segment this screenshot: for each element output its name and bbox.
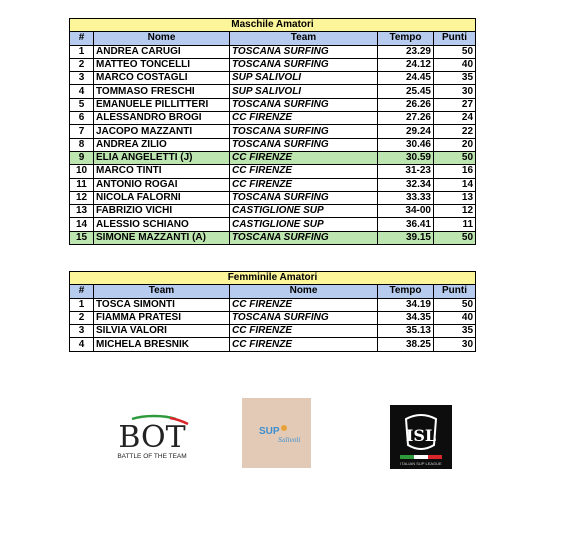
team-name-cell: TOSCANA SURFING [230, 191, 378, 204]
points-cell: 50 [434, 231, 476, 244]
isl-logo-mark: ISL [405, 426, 437, 445]
rank-cell: 4 [70, 85, 94, 98]
points-cell: 50 [434, 45, 476, 58]
rank-cell: 7 [70, 125, 94, 138]
rank-cell: 3 [70, 325, 94, 338]
points-cell: 40 [434, 58, 476, 71]
points-cell: 40 [434, 311, 476, 324]
time-cell: 32.34 [378, 178, 434, 191]
table-row [70, 72, 476, 85]
time-cell: 34-00 [378, 205, 434, 218]
team-name-cell: TOSCANA SURFING [230, 98, 378, 111]
bot-logo-tagline: BATTLE OF THE TEAM [117, 453, 187, 460]
points-cell: 30 [434, 338, 476, 351]
points-cell: 50 [434, 298, 476, 311]
points-cell: 30 [434, 85, 476, 98]
team-name-cell: SUP SALIVOLI [230, 85, 378, 98]
isl-logo [390, 405, 452, 469]
table-row [70, 178, 476, 191]
table-row [70, 311, 476, 324]
table-row [70, 205, 476, 218]
rank-cell: 9 [70, 151, 94, 164]
points-cell: 12 [434, 205, 476, 218]
column-header: Tempo [378, 32, 434, 45]
team-name-cell: CC FIRENZE [230, 112, 378, 125]
team-name-cell: TOSCANA SURFING [230, 311, 378, 324]
table-row [70, 165, 476, 178]
team-name-cell: CC FIRENZE [230, 178, 378, 191]
time-cell: 25.45 [378, 85, 434, 98]
time-cell: 24.45 [378, 72, 434, 85]
athlete-name-cell: ANTONIO ROGAI [94, 178, 230, 191]
team-name-cell: SUP SALIVOLI [230, 72, 378, 85]
table-header-row [70, 32, 476, 45]
points-cell: 50 [434, 151, 476, 164]
team-name-cell: TOSCANA SURFING [230, 125, 378, 138]
points-cell: 14 [434, 178, 476, 191]
points-cell: 22 [434, 125, 476, 138]
rank-cell: 8 [70, 138, 94, 151]
points-cell: 13 [434, 191, 476, 204]
rank-cell: 1 [70, 45, 94, 58]
table-row [70, 98, 476, 111]
athlete-name-cell: MARCO TINTI [94, 165, 230, 178]
rank-cell: 1 [70, 298, 94, 311]
sup-logo-mark: SUP [259, 426, 280, 437]
time-cell: 24.12 [378, 58, 434, 71]
table-row [70, 138, 476, 151]
time-cell: 30.59 [378, 151, 434, 164]
table-row [70, 298, 476, 311]
sup-salivoli-logo [242, 398, 311, 468]
rank-cell: 10 [70, 165, 94, 178]
time-cell: 39.15 [378, 231, 434, 244]
rank-cell: 13 [70, 205, 94, 218]
time-cell: 30.46 [378, 138, 434, 151]
sup-logo-script: Salivoli [278, 437, 301, 444]
time-cell: 31-23 [378, 165, 434, 178]
rank-cell: 5 [70, 98, 94, 111]
time-cell: 29.24 [378, 125, 434, 138]
time-cell: 23.29 [378, 45, 434, 58]
table-title: Femminile Amatori [70, 272, 476, 285]
column-header: Nome [230, 285, 378, 298]
team-name-cell: TOSCANA SURFING [230, 45, 378, 58]
column-header: Team [94, 285, 230, 298]
athlete-name-cell: NICOLA FALORNI [94, 191, 230, 204]
points-cell: 20 [434, 138, 476, 151]
team-name-cell: TOSCANA SURFING [230, 231, 378, 244]
maschile-amatori-table [69, 18, 476, 245]
athlete-name-cell: JACOPO MAZZANTI [94, 125, 230, 138]
bot-logo [104, 414, 200, 462]
table-header-row [70, 285, 476, 298]
points-cell: 16 [434, 165, 476, 178]
time-cell: 26.26 [378, 98, 434, 111]
athlete-name-cell: ELIA ANGELETTI (J) [94, 151, 230, 164]
athlete-name-cell: MARCO COSTAGLI [94, 72, 230, 85]
time-cell: 35.13 [378, 325, 434, 338]
rank-cell: 12 [70, 191, 94, 204]
time-cell: 38.25 [378, 338, 434, 351]
athlete-name-cell: ANDREA CARUGI [94, 45, 230, 58]
athlete-name-cell: TOMMASO FRESCHI [94, 85, 230, 98]
team-name-cell: TOSCANA SURFING [230, 138, 378, 151]
athlete-name-cell: FIAMMA PRATESI [94, 311, 230, 324]
table-row [70, 218, 476, 231]
points-cell: 27 [434, 98, 476, 111]
column-header: Team [230, 32, 378, 45]
points-cell: 35 [434, 325, 476, 338]
athlete-name-cell: EMANUELE PILLITTERI [94, 98, 230, 111]
isl-logo-tagline: ITALIAN SUP LEAGUE [400, 461, 442, 466]
table-row [70, 85, 476, 98]
team-name-cell: TOSCANA SURFING [230, 58, 378, 71]
team-name-cell: CC FIRENZE [230, 298, 378, 311]
athlete-name-cell: MATTEO TONCELLI [94, 58, 230, 71]
rank-cell: 4 [70, 338, 94, 351]
points-cell: 24 [434, 112, 476, 125]
time-cell: 34.35 [378, 311, 434, 324]
rank-cell: 2 [70, 311, 94, 324]
points-cell: 35 [434, 72, 476, 85]
table-row [70, 112, 476, 125]
athlete-name-cell: FABRIZIO VICHI [94, 205, 230, 218]
team-name-cell: CC FIRENZE [230, 338, 378, 351]
rank-cell: 2 [70, 58, 94, 71]
column-header: # [70, 285, 94, 298]
time-cell: 27.26 [378, 112, 434, 125]
athlete-name-cell: TOSCA SIMONTI [94, 298, 230, 311]
table-row [70, 338, 476, 351]
rank-cell: 14 [70, 218, 94, 231]
rank-cell: 3 [70, 72, 94, 85]
rank-cell: 15 [70, 231, 94, 244]
column-header: Punti [434, 32, 476, 45]
athlete-name-cell: ALESSIO SCHIANO [94, 218, 230, 231]
rank-cell: 11 [70, 178, 94, 191]
team-name-cell: CC FIRENZE [230, 151, 378, 164]
rank-cell: 6 [70, 112, 94, 125]
athlete-name-cell: MICHELA BRESNIK [94, 338, 230, 351]
column-header: Tempo [378, 285, 434, 298]
athlete-name-cell: SILVIA VALORI [94, 325, 230, 338]
column-header: # [70, 32, 94, 45]
team-name-cell: CC FIRENZE [230, 325, 378, 338]
column-header: Nome [94, 32, 230, 45]
table-row [70, 125, 476, 138]
table-row [70, 191, 476, 204]
points-cell: 11 [434, 218, 476, 231]
time-cell: 33.33 [378, 191, 434, 204]
table-row [70, 231, 476, 244]
athlete-name-cell: SIMONE MAZZANTI (A) [94, 231, 230, 244]
column-header: Punti [434, 285, 476, 298]
sun-icon [281, 425, 287, 431]
team-name-cell: CASTIGLIONE SUP [230, 218, 378, 231]
femminile-amatori-table [69, 271, 476, 352]
time-cell: 36.41 [378, 218, 434, 231]
time-cell: 34.19 [378, 298, 434, 311]
athlete-name-cell: ANDREA ZILIO [94, 138, 230, 151]
table-title: Maschile Amatori [70, 19, 476, 32]
team-name-cell: CASTIGLIONE SUP [230, 205, 378, 218]
team-name-cell: CC FIRENZE [230, 165, 378, 178]
bot-logo-mark: BOT [118, 420, 186, 455]
table-row [70, 151, 476, 164]
table-row [70, 325, 476, 338]
table-row [70, 58, 476, 71]
athlete-name-cell: ALESSANDRO BROGI [94, 112, 230, 125]
table-row [70, 45, 476, 58]
